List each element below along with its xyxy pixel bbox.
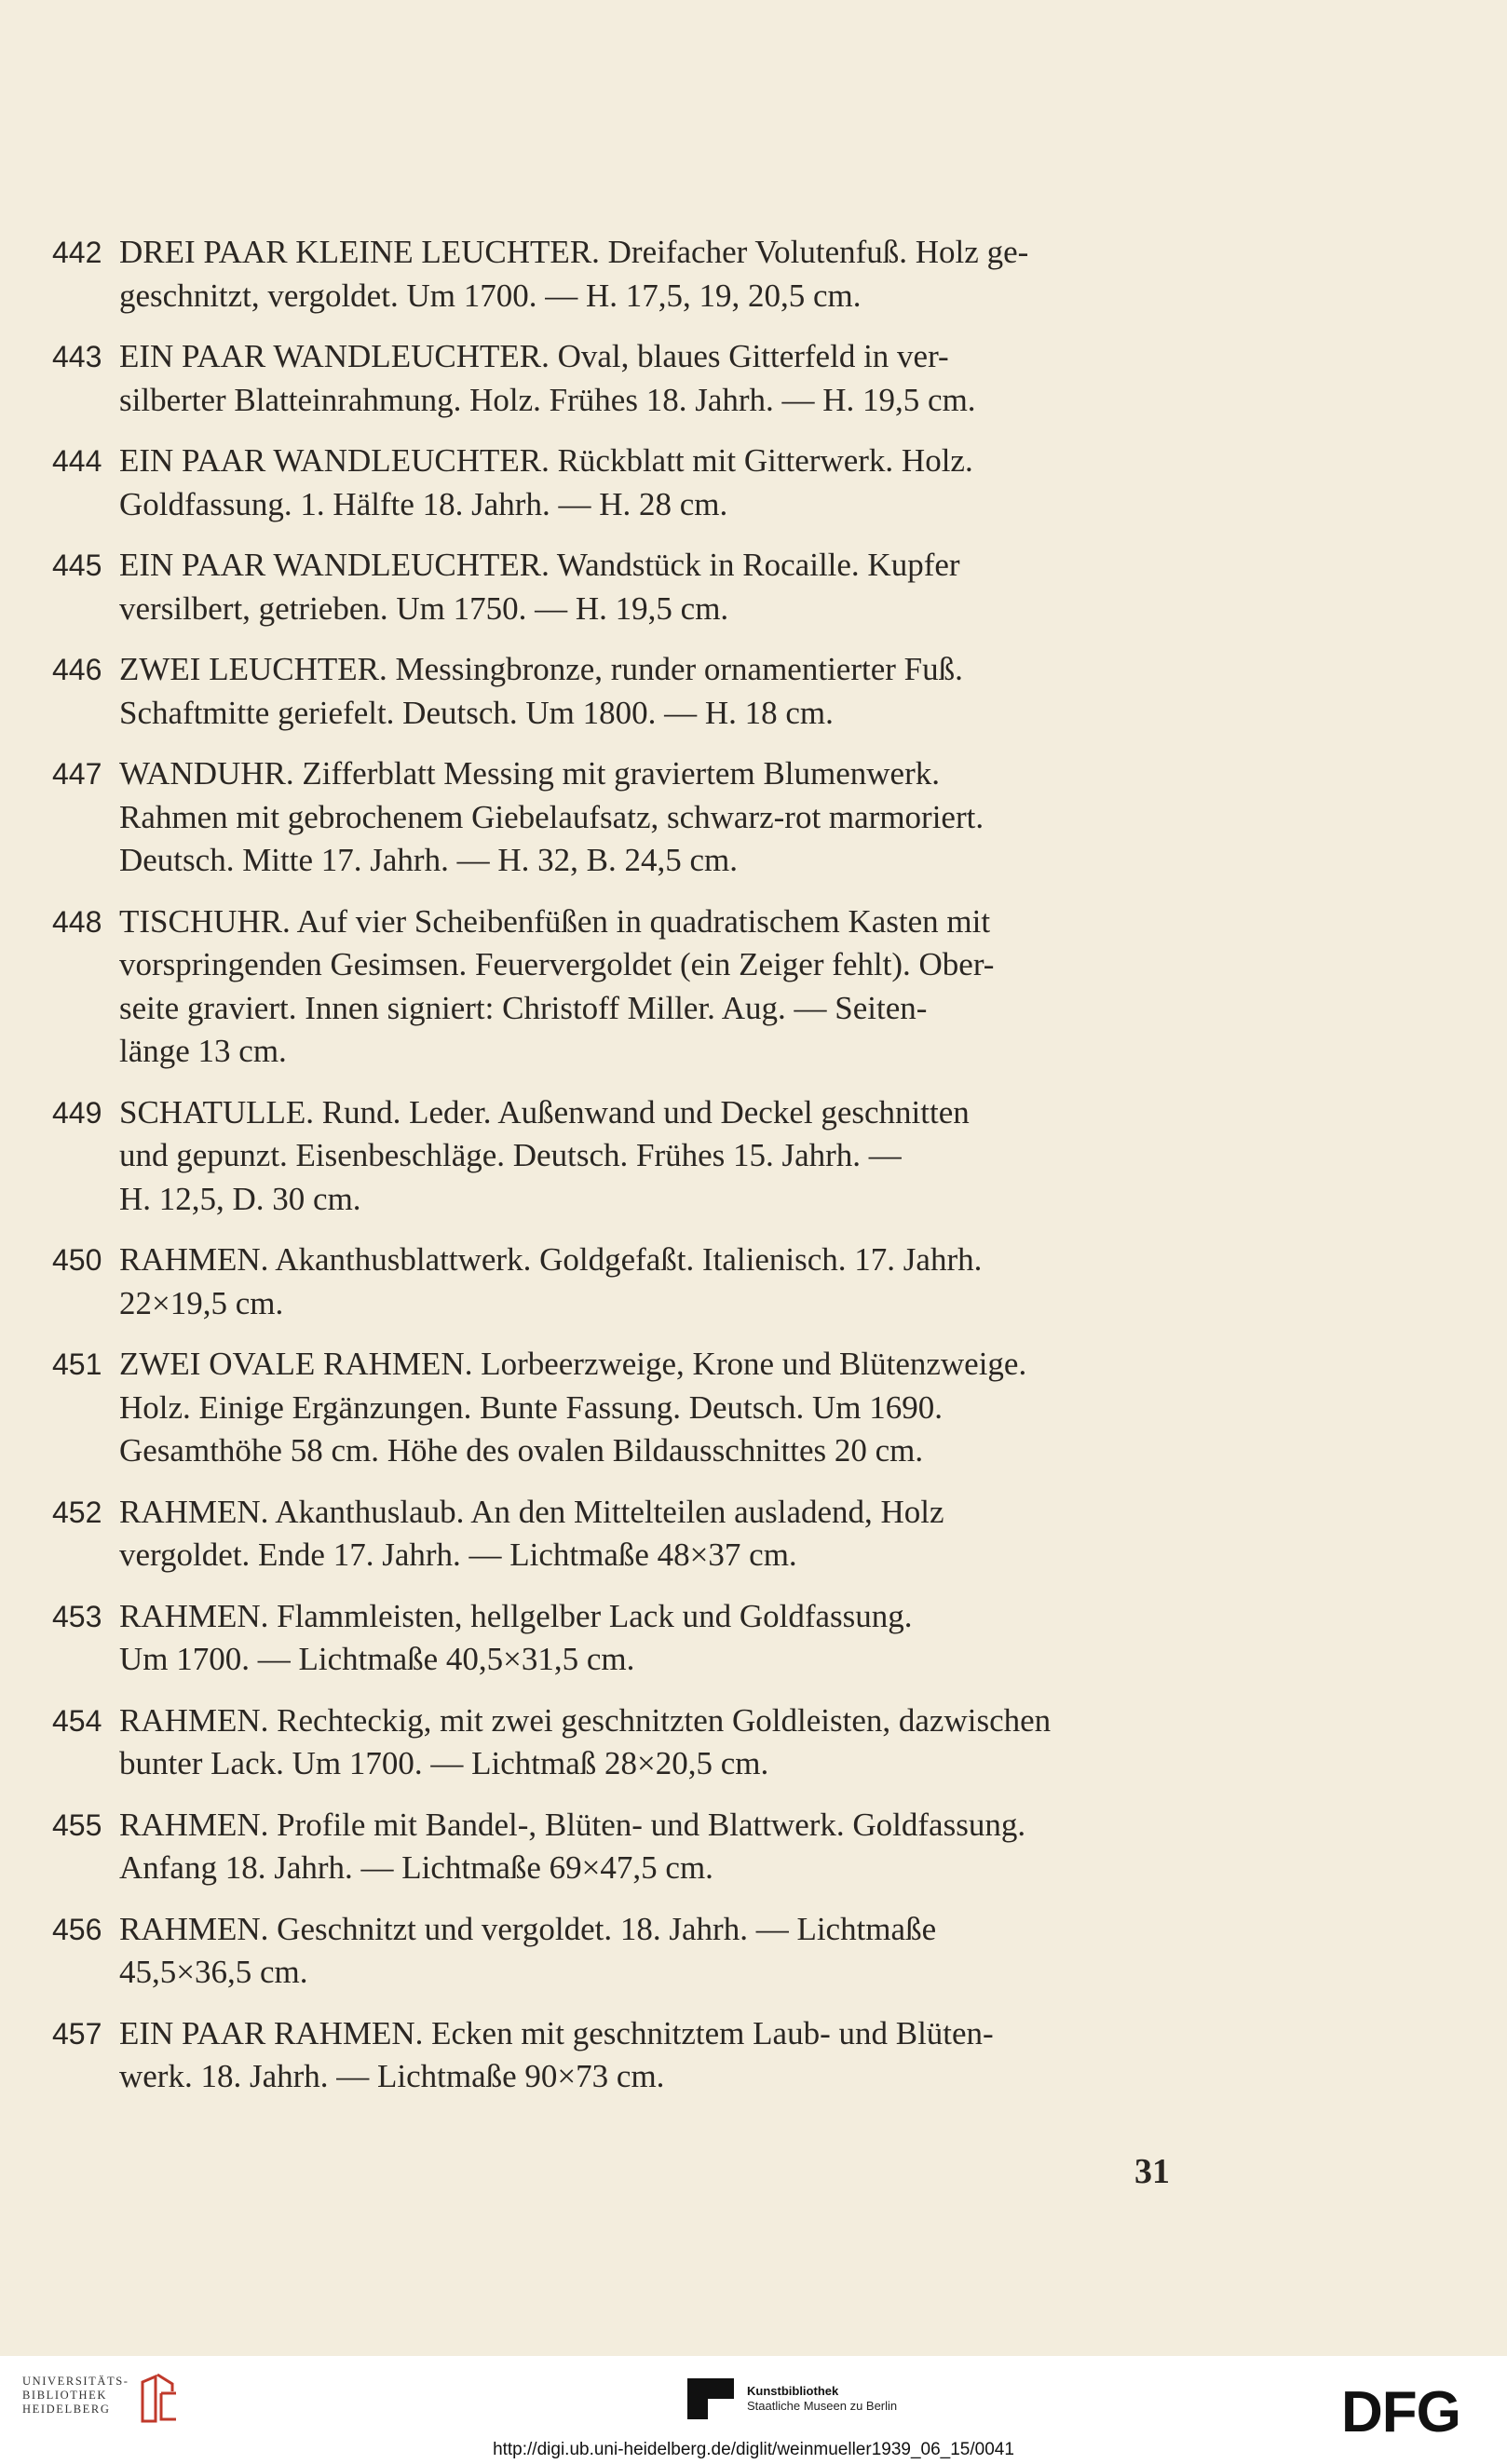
university-library-logo xyxy=(22,2375,180,2430)
entry-number: 451 xyxy=(52,1347,102,1381)
ub-heidelberg-logo-icon xyxy=(135,2373,180,2430)
entry-line: Goldfassung. 1. Hälfte 18. Jahrh. — H. 28 cm. xyxy=(119,485,728,522)
entry-line: RAHMEN. Geschnitzt und vergoldet. 18. Jahrh. — Lichtmaße xyxy=(119,1910,937,1947)
entry-line: und gepunzt. Eisenbeschläge. Deutsch. Frühes 15. Jahrh. — xyxy=(119,1137,902,1173)
entry-line: Gesamthöhe 58 cm. Höhe des ovalen Bildausschnittes 20 cm. xyxy=(119,1432,924,1469)
catalog-entry xyxy=(52,544,1207,630)
catalog-entry xyxy=(52,1491,1207,1577)
entry-number: 446 xyxy=(52,653,102,686)
catalog-entry xyxy=(52,1699,1207,1786)
entry-line: versilbert, getrieben. Um 1750. — H. 19,5 cm. xyxy=(119,589,729,627)
entry-line: RAHMEN. Rechteckig, mit zwei geschnitzten Goldleisten, dazwischen xyxy=(119,1701,1052,1739)
catalog-entry xyxy=(52,900,1207,1074)
entry-line: H. 12,5, D. 30 cm. xyxy=(119,1180,361,1217)
digitization-footer xyxy=(0,2356,1507,2464)
source-url[interactable]: http://digi.ub.uni-heidelberg.de/diglit/weinmueller1939_06_15/0041 xyxy=(493,2440,1014,2459)
catalog-entry xyxy=(52,752,1207,883)
entry-line: RAHMEN. Akanthusblattwerk. Goldgefaßt. Italienisch. 17. Jahrh. xyxy=(119,1241,983,1278)
entry-number: 453 xyxy=(52,1599,102,1633)
entry-line: EIN PAAR WANDLEUCHTER. Oval, blaues Gitterfeld in ver- xyxy=(119,338,949,374)
entry-line: 45,5×36,5 cm. xyxy=(119,1954,308,1990)
entry-number: 448 xyxy=(52,904,102,939)
entry-line: RAHMEN. Flammleisten, hellgelber Lack und Goldfassung. xyxy=(119,1597,913,1634)
university-name-line: HEIDELBERG xyxy=(22,2403,111,2416)
entry-number: 456 xyxy=(52,1912,102,1946)
university-name-line: BIBLIOTHEK xyxy=(22,2389,107,2402)
entry-line: RAHMEN. Akanthuslaub. An den Mittelteilen ausladend, Holz xyxy=(119,1493,944,1530)
entry-line: EIN PAAR WANDLEUCHTER. Rückblatt mit Gitterwerk. Holz. xyxy=(119,442,973,479)
entry-number: 457 xyxy=(52,2016,102,2051)
entry-line: vergoldet. Ende 17. Jahrh. — Lichtmaße 48×37 cm. xyxy=(119,1537,797,1573)
entry-number: 445 xyxy=(52,548,102,582)
catalog-entry xyxy=(52,1239,1207,1325)
kunstbibliothek-logo xyxy=(687,2378,897,2419)
dfg-logo: DFG xyxy=(1341,2380,1460,2444)
entry-line: länge 13 cm. xyxy=(119,1033,287,1069)
entry-line: werk. 18. Jahrh. — Lichtmaße 90×73 cm. xyxy=(119,2058,665,2094)
entry-number: 443 xyxy=(52,340,102,373)
entry-number: 455 xyxy=(52,1807,102,1842)
university-name-line: UNIVERSITÄTS- xyxy=(22,2375,129,2388)
kunstbibliothek-logo-icon xyxy=(687,2378,734,2419)
entry-line: TISCHUHR. Auf vier Scheibenfüßen in quadratischem Kasten mit xyxy=(119,902,991,940)
catalog-entry xyxy=(52,1804,1207,1890)
entry-line: SCHATULLE. Rund. Leder. Außenwand und Deckel geschnitten xyxy=(119,1093,970,1130)
catalog-entry xyxy=(52,231,1207,318)
catalog-entries xyxy=(52,231,1207,2117)
entry-number: 452 xyxy=(52,1495,102,1529)
entry-number: 444 xyxy=(52,444,102,478)
catalog-entry xyxy=(52,1595,1207,1682)
entry-line: Um 1700. — Lichtmaße 40,5×31,5 cm. xyxy=(119,1641,635,1677)
entry-line: WANDUHR. Zifferblatt Messing mit graviertem Blumenwerk. xyxy=(119,755,940,792)
entry-line: Rahmen mit gebrochenem Giebelaufsatz, schwarz-rot marmoriert. xyxy=(119,798,984,835)
catalog-entry xyxy=(52,1091,1207,1222)
entry-number: 442 xyxy=(52,236,102,269)
entry-line: geschnitzt, vergoldet. Um 1700. — H. 17,5, 19, 20,5 cm. xyxy=(119,277,862,314)
catalog-entry xyxy=(52,2012,1207,2099)
catalog-entry xyxy=(52,335,1207,422)
catalog-entry xyxy=(52,648,1207,735)
catalog-entry xyxy=(52,440,1207,526)
entry-line: Deutsch. Mitte 17. Jahrh. — H. 32, B. 24,5 cm. xyxy=(119,842,738,878)
page-number: 31 xyxy=(1134,2152,1170,2191)
entry-line: seite graviert. Innen signiert: Christoff Miller. Aug. — Seiten- xyxy=(119,989,928,1026)
entry-line: ZWEI LEUCHTER. Messingbronze, runder ornamentierter Fuß. xyxy=(119,651,963,687)
entry-number: 454 xyxy=(52,1703,102,1738)
kunstbibliothek-title: Kunstbibliothek xyxy=(747,2384,839,2398)
entry-line: EIN PAAR RAHMEN. Ecken mit geschnitztem Laub- und Blüten- xyxy=(119,2014,994,2051)
entry-number: 450 xyxy=(52,1243,102,1277)
entry-number: 449 xyxy=(52,1095,102,1130)
catalog-entry xyxy=(52,1343,1207,1473)
entry-line: Holz. Einige Ergänzungen. Bunte Fassung. Deutsch. Um 1690. xyxy=(119,1388,943,1426)
entry-line: RAHMEN. Profile mit Bandel-, Blüten- und Blattwerk. Goldfassung. xyxy=(119,1806,1026,1843)
university-library-name xyxy=(22,2375,129,2417)
entry-line: silberter Blatteinrahmung. Holz. Frühes 18. Jahrh. — H. 19,5 cm. xyxy=(119,381,976,418)
entry-line: bunter Lack. Um 1700. — Lichtmaß 28×20,5 cm. xyxy=(119,1745,769,1781)
entry-line: ZWEI OVALE RAHMEN. Lorbeerzweige, Krone und Blütenzweige. xyxy=(119,1346,1027,1382)
entry-line: Schaftmitte geriefelt. Deutsch. Um 1800. — H. 18 cm. xyxy=(119,694,834,731)
entry-line: 22×19,5 cm. xyxy=(119,1284,284,1321)
entry-line: DREI PAAR KLEINE LEUCHTER. Dreifacher Volutenfuß. Holz ge- xyxy=(119,234,1029,270)
entry-line: Anfang 18. Jahrh. — Lichtmaße 69×47,5 cm. xyxy=(119,1849,713,1886)
entry-number: 447 xyxy=(52,757,102,791)
entry-line: vorspringenden Gesimsen. Feuervergoldet (ein Zeiger fehlt). Ober- xyxy=(119,946,995,982)
entry-line: EIN PAAR WANDLEUCHTER. Wandstück in Rocaille. Kupfer xyxy=(119,547,960,583)
kunstbibliothek-subtitle: Staatliche Museen zu Berlin xyxy=(747,2399,898,2413)
catalog-entry xyxy=(52,1908,1207,1995)
